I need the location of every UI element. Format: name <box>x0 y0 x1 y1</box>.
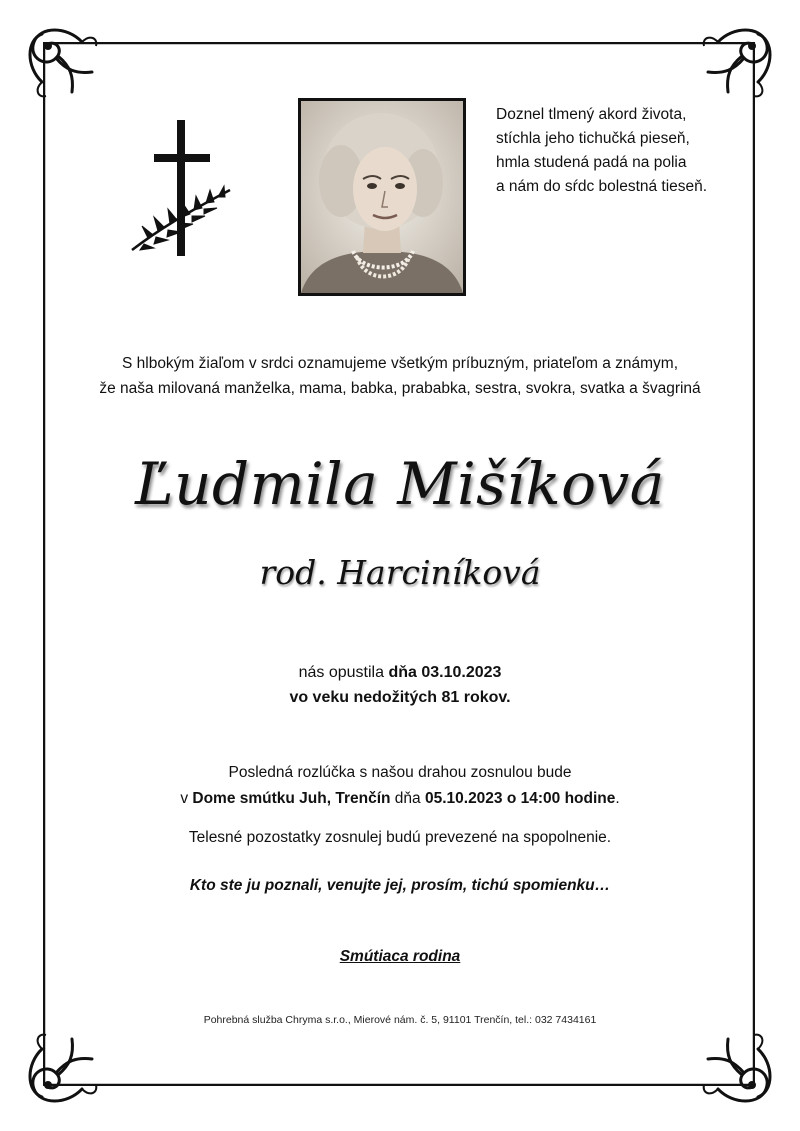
deceased-name: Ľudmila Mišíková <box>135 450 665 518</box>
memory-plea: Kto ste ju poznali, venujte jej, prosím, tichú spomienku… <box>189 877 611 894</box>
top-left-ornament-icon <box>12 12 104 104</box>
bottom-right-ornament-icon <box>696 1027 788 1119</box>
portrait-photo <box>298 98 466 296</box>
funeral-service-footer: Pohrebná služba Chryma s.r.o., Mierové nám. č. 5, 91101 Trenčín, tel.: 032 7434161 <box>203 1014 597 1026</box>
intro-line-2: že naša milovaná manželka, mama, babka, prababka, sestra, svokra, svatka a švagriná <box>99 380 701 397</box>
farewell-info <box>0 760 800 812</box>
farewell-line-1: Posledná rozlúčka s našou drahou zosnulou bude <box>228 764 572 781</box>
death-date: dňa 03.10.2023 <box>388 664 502 681</box>
poem-line: a nám do sŕdc bolestná tieseň. <box>496 178 708 195</box>
announcement-intro <box>60 351 740 401</box>
poem-line: stíchla jeho tichučká pieseň, <box>496 130 690 147</box>
farewell-place: Dome smútku Juh, Trenčín <box>192 790 391 807</box>
cross-icon <box>128 120 238 260</box>
poem <box>496 103 746 199</box>
bottom-left-ornament-icon <box>12 1027 104 1119</box>
farewell-prefix: v <box>180 790 193 807</box>
poem-line: Doznel tlmený akord života, <box>496 106 687 123</box>
family-signature: Smútiaca rodina <box>339 948 461 965</box>
intro-line-1: S hlbokým žiaľom v srdci oznamujeme všetkým príbuzným, priateľom a známym, <box>121 355 679 372</box>
farewell-mid: dňa <box>390 790 425 807</box>
death-prefix: nás opustila <box>298 664 389 681</box>
farewell-suffix: . <box>615 790 620 807</box>
death-info <box>0 660 800 710</box>
remains-note: Telesné pozostatky zosnulej budú prevezené na spopolnenie. <box>188 829 612 846</box>
death-age: vo veku nedožitých 81 rokov. <box>289 689 511 706</box>
top-right-ornament-icon <box>696 12 788 104</box>
poem-line: hmla studená padá na polia <box>496 154 687 171</box>
farewell-datetime: 05.10.2023 o 14:00 hodine <box>424 790 616 807</box>
maiden-name: rod. Harciníková <box>259 553 541 592</box>
